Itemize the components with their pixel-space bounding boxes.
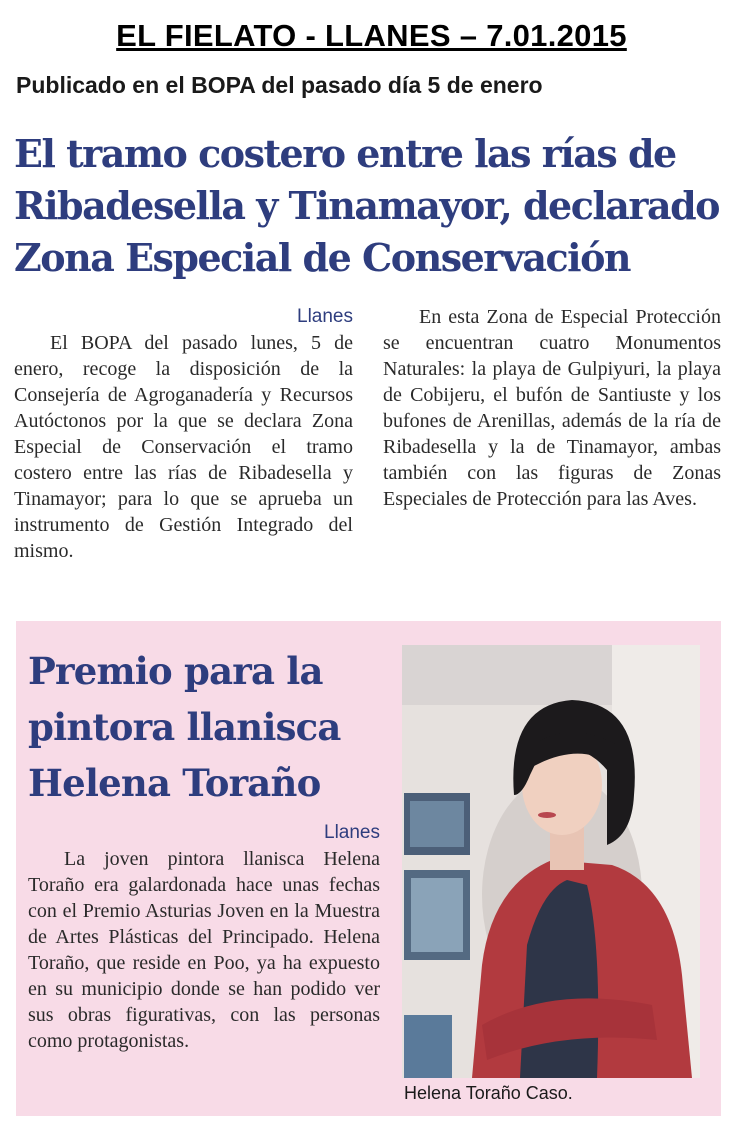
dateline: Llanes <box>297 306 353 327</box>
portrait-photo <box>402 645 700 1078</box>
headline-line: pintora llanisca <box>28 705 341 749</box>
headline-line: El tramo costero entre las rías de <box>14 131 676 176</box>
body-paragraph: En esta Zona de Especial Protección se encuentran cuatro Monumentos Naturales: la playa de Gulpiyuri, la playa de Cobijeru, el bufón de Santiuste y los bufones de Arenillas, además de la ría de Ribadesella y la de Tinamayor, ambas también con las figuras de Zonas Especiales de Protección para las Aves. <box>383 306 721 510</box>
article-column-1 <box>14 304 353 564</box>
body-paragraph: La joven pintora llanisca Helena Toraño era galardonada hace unas fechas con el Premio Asturias Joven en la Muestra de Artes Plásticas del Principado. Helena Toraño, que reside en Poo, ya ha expuesto en su municipio donde se han podido ver sus obras figurativas, con las personas como protagonistas. <box>28 848 380 1052</box>
article-headline <box>14 128 734 284</box>
headline-line: Helena Toraño <box>28 761 321 805</box>
box-headline <box>28 643 388 811</box>
headline-line: Ribadesella y Tinamayor, declarado <box>14 183 719 228</box>
body-paragraph: El BOPA del pasado lunes, 5 de enero, recoge la disposición de la Consejería de Agroganadería y Recursos Autóctonos por la que se declara Zona Especial de Conservación el tramo costero entre las rías de Ribadesella y Tinamayor; para lo que se aprueba un instrumento de Gestión Integrado del mismo. <box>14 332 353 562</box>
article-column-2 <box>383 304 721 512</box>
page-header: EL FIELATO - LLANES – 7.01.2015 <box>116 18 627 53</box>
dateline: Llanes <box>324 822 380 843</box>
headline-line: Premio para la <box>28 649 323 693</box>
box-article-column <box>28 820 380 1054</box>
portrait-illustration <box>402 645 700 1078</box>
headline-line: Zona Especial de Conservación <box>14 235 631 280</box>
photo-caption: Helena Toraño Caso. <box>404 1083 573 1103</box>
article-kicker: Publicado en el BOPA del pasado día 5 de enero <box>16 72 543 98</box>
